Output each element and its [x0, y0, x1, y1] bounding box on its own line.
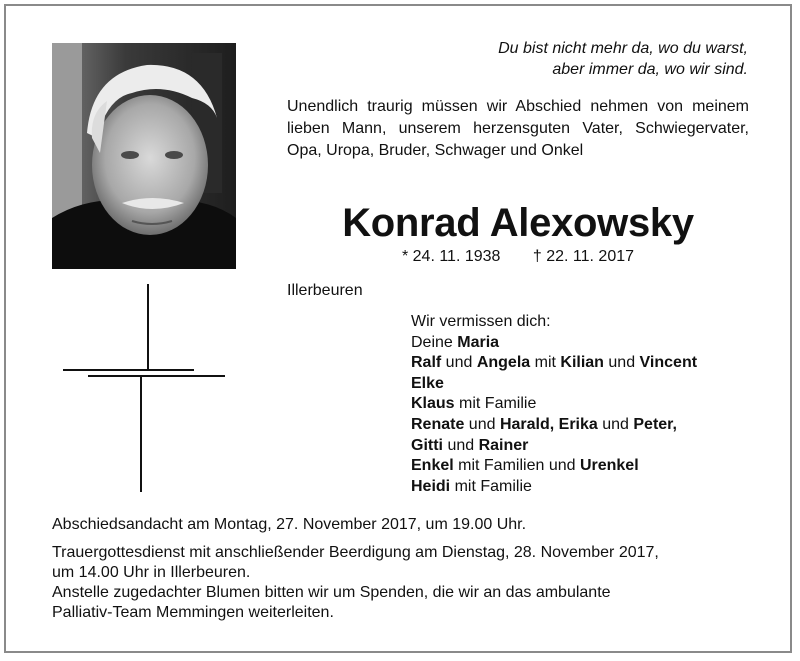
donation-line-1: Anstelle zugedachter Blumen bitten wir um Spenden, die wir an das ambulante — [52, 584, 611, 601]
family-line: Renate und Harald, Erika und Peter, — [411, 415, 677, 433]
hometown: Illerbeuren — [287, 282, 363, 299]
family-list — [411, 312, 761, 497]
cross-icon — [60, 284, 230, 494]
quote-line-1: Du bist nicht mehr da, wo du warst, — [498, 40, 748, 57]
birth-date: * 24. 11. 1938 — [401, 248, 501, 265]
family-line: Ralf und Angela mit Kilian und Vincent — [411, 354, 698, 372]
intro-text: Unendlich traurig müssen wir Abschied nehmen von meinem lieben Mann, unserem herzensguten Vater, Schwiegervater, Opa, Uropa, Bruder, Schwager und Onkel — [287, 98, 749, 159]
donation-line-2: Palliativ-Team Memmingen weiterleiten. — [52, 604, 334, 621]
quote-line-2: aber immer da, wo wir sind. — [552, 61, 748, 78]
family-line: Enkel mit Familien und Urenkel — [411, 457, 639, 475]
service-line-1: Trauergottesdienst mit anschließender Beerdigung am Dienstag, 28. November 2017, — [52, 544, 659, 561]
service-line-2: um 14.00 Uhr in Illerbeuren. — [52, 564, 251, 581]
family-line: Heidi mit Familie — [411, 477, 532, 495]
portrait-photo — [52, 43, 236, 269]
family-heading: Wir vermissen dich: — [411, 313, 551, 330]
family-line: Gitti und Rainer — [411, 436, 529, 454]
memorial-quote — [430, 38, 748, 80]
family-line: Elke — [411, 374, 444, 392]
funeral-service-info — [52, 543, 762, 583]
donation-info — [52, 583, 762, 623]
deceased-name: Konrad Alexowsky — [342, 201, 694, 245]
family-line: Deine Maria — [411, 333, 500, 351]
life-dates — [287, 247, 749, 267]
death-date: † 22. 11. 2017 — [532, 248, 635, 265]
family-line: Klaus mit Familie — [411, 395, 537, 413]
farewell-info: Abschiedsandacht am Montag, 27. November 2017, um 19.00 Uhr. — [52, 516, 527, 533]
